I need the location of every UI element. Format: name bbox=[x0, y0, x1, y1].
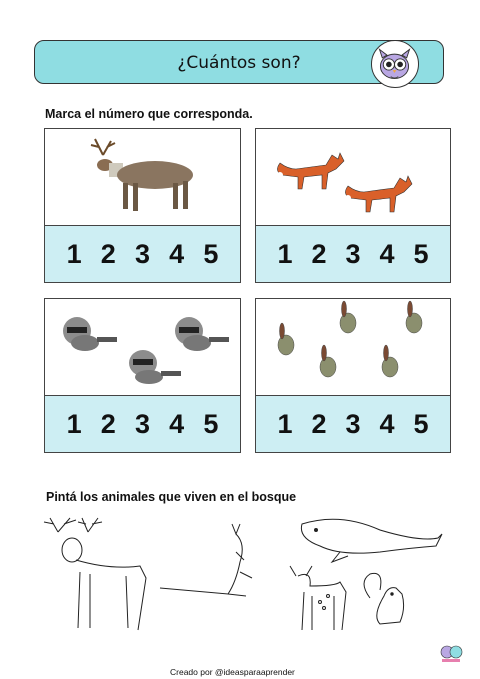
card-raccoon-image bbox=[44, 298, 241, 396]
raccoon-icon bbox=[45, 299, 240, 395]
card-hare-image bbox=[255, 298, 451, 396]
number-options bbox=[255, 226, 451, 283]
number-options bbox=[44, 226, 241, 283]
whale-icon[interactable] bbox=[301, 519, 442, 562]
footer-credit: Creado por @ideasparaaprender bbox=[170, 667, 295, 677]
number-option-3[interactable]: 3 bbox=[134, 238, 150, 269]
number-options bbox=[255, 396, 451, 453]
reindeer-icon bbox=[45, 129, 240, 225]
kangaroo-icon[interactable] bbox=[160, 524, 252, 596]
fawn-icon[interactable] bbox=[290, 566, 346, 630]
coloring-area bbox=[40, 512, 460, 642]
number-option-2[interactable]: 2 bbox=[311, 408, 327, 439]
hare-icon bbox=[256, 299, 450, 395]
number-option-4[interactable]: 4 bbox=[379, 238, 395, 269]
number-option-3[interactable]: 3 bbox=[345, 408, 361, 439]
number-option-5[interactable]: 5 bbox=[413, 408, 429, 439]
number-option-4[interactable]: 4 bbox=[379, 408, 395, 439]
logo-icon bbox=[438, 642, 464, 664]
squirrel-icon[interactable] bbox=[364, 573, 404, 624]
number-option-2[interactable]: 2 bbox=[100, 408, 116, 439]
page-title: ¿Cuántos son? bbox=[177, 53, 301, 73]
number-option-4[interactable]: 4 bbox=[169, 238, 185, 269]
instruction-count: Marca el número que corresponda. bbox=[45, 107, 253, 121]
fox-icon bbox=[256, 129, 450, 225]
owl-mascot-icon bbox=[371, 40, 419, 88]
deer-icon[interactable] bbox=[44, 518, 146, 630]
number-option-3[interactable]: 3 bbox=[345, 238, 361, 269]
number-option-5[interactable]: 5 bbox=[203, 238, 219, 269]
number-option-3[interactable]: 3 bbox=[134, 408, 150, 439]
instruction-coloring: Pintá los animales que viven en el bosque bbox=[46, 490, 297, 504]
number-option-1[interactable]: 1 bbox=[66, 238, 82, 269]
number-option-1[interactable]: 1 bbox=[277, 238, 293, 269]
card-fox-image bbox=[255, 128, 451, 226]
number-option-1[interactable]: 1 bbox=[66, 408, 82, 439]
card-reindeer-image bbox=[44, 128, 241, 226]
number-option-2[interactable]: 2 bbox=[100, 238, 116, 269]
number-option-5[interactable]: 5 bbox=[203, 408, 219, 439]
number-options bbox=[44, 396, 241, 453]
number-option-5[interactable]: 5 bbox=[413, 238, 429, 269]
number-option-1[interactable]: 1 bbox=[277, 408, 293, 439]
number-option-4[interactable]: 4 bbox=[169, 408, 185, 439]
number-option-2[interactable]: 2 bbox=[311, 238, 327, 269]
